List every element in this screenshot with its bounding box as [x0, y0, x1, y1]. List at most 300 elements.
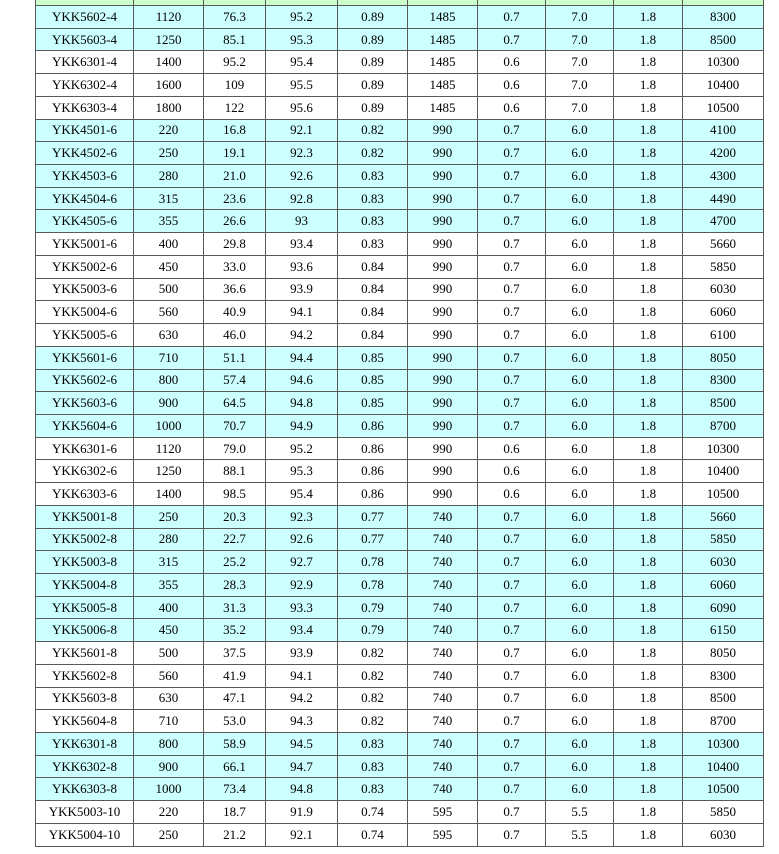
value-cell: 95.3: [266, 460, 338, 483]
value-cell: 0.84: [338, 324, 408, 347]
value-cell: 1.8: [614, 142, 683, 165]
value-cell: 35.2: [204, 619, 266, 642]
value-cell: 6.0: [546, 187, 614, 210]
value-cell: 0.86: [338, 437, 408, 460]
value-cell: 0.7: [478, 392, 546, 415]
value-cell: 0.82: [338, 119, 408, 142]
value-cell: 0.7: [478, 755, 546, 778]
model-cell: YKK5601-6: [36, 346, 134, 369]
value-cell: 7.0: [546, 28, 614, 51]
value-cell: 6.0: [546, 233, 614, 256]
value-cell: 0.77: [338, 505, 408, 528]
value-cell: 990: [408, 392, 478, 415]
value-cell: 220: [134, 801, 204, 824]
table-row: [36, 437, 764, 460]
value-cell: 8700: [683, 710, 764, 733]
value-cell: 250: [134, 505, 204, 528]
value-cell: 10300: [683, 733, 764, 756]
model-cell: YKK5005-6: [36, 324, 134, 347]
value-cell: 94.3: [266, 710, 338, 733]
value-cell: 94.6: [266, 369, 338, 392]
value-cell: 0.83: [338, 165, 408, 188]
value-cell: 6090: [683, 596, 764, 619]
value-cell: 94.1: [266, 301, 338, 324]
table-row: [36, 210, 764, 233]
table-row: [36, 187, 764, 210]
value-cell: 6.0: [546, 573, 614, 596]
value-cell: 6060: [683, 301, 764, 324]
value-cell: 5850: [683, 528, 764, 551]
value-cell: 0.6: [478, 51, 546, 74]
table-row: [36, 801, 764, 824]
table-row: [36, 392, 764, 415]
table-row: [36, 483, 764, 506]
model-cell: YKK5006-8: [36, 619, 134, 642]
table-row: [36, 6, 764, 29]
value-cell: 315: [134, 187, 204, 210]
value-cell: 710: [134, 346, 204, 369]
value-cell: 900: [134, 392, 204, 415]
value-cell: 0.82: [338, 664, 408, 687]
value-cell: 92.9: [266, 573, 338, 596]
value-cell: 20.3: [204, 505, 266, 528]
value-cell: 1.8: [614, 573, 683, 596]
value-cell: 1.8: [614, 551, 683, 574]
value-cell: 6.0: [546, 664, 614, 687]
table-row: [36, 119, 764, 142]
value-cell: 6.0: [546, 483, 614, 506]
value-cell: 1.8: [614, 823, 683, 846]
value-cell: 0.7: [478, 505, 546, 528]
value-cell: 5.5: [546, 823, 614, 846]
value-cell: 1.8: [614, 642, 683, 665]
value-cell: 0.84: [338, 255, 408, 278]
value-cell: 6.0: [546, 369, 614, 392]
value-cell: 740: [408, 596, 478, 619]
value-cell: 122: [204, 96, 266, 119]
model-cell: YKK5603-8: [36, 687, 134, 710]
table-row: [36, 755, 764, 778]
value-cell: 355: [134, 210, 204, 233]
value-cell: 990: [408, 301, 478, 324]
model-cell: YKK6303-4: [36, 96, 134, 119]
value-cell: 990: [408, 119, 478, 142]
value-cell: 0.79: [338, 596, 408, 619]
value-cell: 1485: [408, 28, 478, 51]
value-cell: 6.0: [546, 687, 614, 710]
value-cell: 6.0: [546, 437, 614, 460]
value-cell: 0.83: [338, 233, 408, 256]
value-cell: 1120: [134, 6, 204, 29]
value-cell: 990: [408, 233, 478, 256]
value-cell: 1485: [408, 96, 478, 119]
value-cell: 4700: [683, 210, 764, 233]
value-cell: 1.8: [614, 301, 683, 324]
table-row: [36, 51, 764, 74]
value-cell: 0.86: [338, 483, 408, 506]
model-cell: YKK4502-6: [36, 142, 134, 165]
value-cell: 740: [408, 687, 478, 710]
value-cell: 0.83: [338, 755, 408, 778]
value-cell: 6.0: [546, 119, 614, 142]
value-cell: 1.8: [614, 778, 683, 801]
value-cell: 6.0: [546, 528, 614, 551]
value-cell: 1.8: [614, 414, 683, 437]
table-row: [36, 369, 764, 392]
value-cell: 0.85: [338, 392, 408, 415]
value-cell: 1400: [134, 51, 204, 74]
model-cell: YKK6301-6: [36, 437, 134, 460]
table-row: [36, 823, 764, 846]
value-cell: 0.6: [478, 437, 546, 460]
value-cell: 92.1: [266, 119, 338, 142]
value-cell: 36.6: [204, 278, 266, 301]
value-cell: 1485: [408, 6, 478, 29]
value-cell: 93.3: [266, 596, 338, 619]
value-cell: 6.0: [546, 778, 614, 801]
value-cell: 92.3: [266, 505, 338, 528]
value-cell: 0.7: [478, 619, 546, 642]
value-cell: 0.7: [478, 551, 546, 574]
model-cell: YKK6302-4: [36, 74, 134, 97]
value-cell: 26.6: [204, 210, 266, 233]
value-cell: 990: [408, 165, 478, 188]
value-cell: 220: [134, 119, 204, 142]
model-cell: YKK5603-6: [36, 392, 134, 415]
value-cell: 7.0: [546, 6, 614, 29]
value-cell: 93.9: [266, 642, 338, 665]
value-cell: 710: [134, 710, 204, 733]
value-cell: 41.9: [204, 664, 266, 687]
value-cell: 93.4: [266, 619, 338, 642]
value-cell: 92.6: [266, 165, 338, 188]
value-cell: 280: [134, 528, 204, 551]
value-cell: 94.1: [266, 664, 338, 687]
value-cell: 0.82: [338, 687, 408, 710]
value-cell: 5.5: [546, 801, 614, 824]
value-cell: 94.4: [266, 346, 338, 369]
value-cell: 500: [134, 642, 204, 665]
value-cell: 0.86: [338, 414, 408, 437]
model-cell: YKK4501-6: [36, 119, 134, 142]
value-cell: 800: [134, 733, 204, 756]
value-cell: 92.8: [266, 187, 338, 210]
value-cell: 51.1: [204, 346, 266, 369]
value-cell: 94.7: [266, 755, 338, 778]
table-row: [36, 528, 764, 551]
value-cell: 0.7: [478, 414, 546, 437]
model-cell: YKK5001-6: [36, 233, 134, 256]
value-cell: 6.0: [546, 733, 614, 756]
value-cell: 8500: [683, 392, 764, 415]
table-row: [36, 255, 764, 278]
model-cell: YKK5601-8: [36, 642, 134, 665]
value-cell: 0.84: [338, 301, 408, 324]
value-cell: 990: [408, 278, 478, 301]
value-cell: 1.8: [614, 74, 683, 97]
value-cell: 1.8: [614, 505, 683, 528]
value-cell: 6.0: [546, 460, 614, 483]
value-cell: 0.7: [478, 165, 546, 188]
table-row: [36, 324, 764, 347]
value-cell: 740: [408, 778, 478, 801]
value-cell: 1.8: [614, 596, 683, 619]
value-cell: 92.1: [266, 823, 338, 846]
table-row: [36, 505, 764, 528]
value-cell: 355: [134, 573, 204, 596]
table-row: [36, 165, 764, 188]
value-cell: 29.8: [204, 233, 266, 256]
value-cell: 0.7: [478, 255, 546, 278]
value-cell: 1.8: [614, 255, 683, 278]
value-cell: 57.4: [204, 369, 266, 392]
model-cell: YKK5003-10: [36, 801, 134, 824]
value-cell: 740: [408, 710, 478, 733]
model-cell: YKK6303-8: [36, 778, 134, 801]
value-cell: 6150: [683, 619, 764, 642]
value-cell: 740: [408, 505, 478, 528]
value-cell: 1250: [134, 460, 204, 483]
value-cell: 94.2: [266, 324, 338, 347]
table-row: [36, 414, 764, 437]
value-cell: 6.0: [546, 596, 614, 619]
model-cell: YKK6301-8: [36, 733, 134, 756]
value-cell: 1250: [134, 28, 204, 51]
value-cell: 740: [408, 755, 478, 778]
value-cell: 1.8: [614, 392, 683, 415]
value-cell: 25.2: [204, 551, 266, 574]
value-cell: 0.74: [338, 801, 408, 824]
value-cell: 1.8: [614, 710, 683, 733]
value-cell: 7.0: [546, 51, 614, 74]
value-cell: 10500: [683, 483, 764, 506]
value-cell: 1.8: [614, 619, 683, 642]
value-cell: 0.7: [478, 187, 546, 210]
table-row: [36, 664, 764, 687]
value-cell: 10300: [683, 437, 764, 460]
value-cell: 95.4: [266, 483, 338, 506]
value-cell: 88.1: [204, 460, 266, 483]
value-cell: 6100: [683, 324, 764, 347]
value-cell: 79.0: [204, 437, 266, 460]
value-cell: 94.9: [266, 414, 338, 437]
value-cell: 0.7: [478, 687, 546, 710]
value-cell: 6.0: [546, 414, 614, 437]
value-cell: 560: [134, 664, 204, 687]
model-cell: YKK5002-6: [36, 255, 134, 278]
value-cell: 0.6: [478, 460, 546, 483]
value-cell: 1.8: [614, 28, 683, 51]
value-cell: 280: [134, 165, 204, 188]
value-cell: 6.0: [546, 551, 614, 574]
value-cell: 990: [408, 187, 478, 210]
value-cell: 6.0: [546, 301, 614, 324]
model-cell: YKK5002-8: [36, 528, 134, 551]
value-cell: 990: [408, 210, 478, 233]
value-cell: 21.0: [204, 165, 266, 188]
value-cell: 7.0: [546, 96, 614, 119]
value-cell: 95.2: [266, 6, 338, 29]
value-cell: 1.8: [614, 528, 683, 551]
value-cell: 0.7: [478, 6, 546, 29]
model-cell: YKK4503-6: [36, 165, 134, 188]
value-cell: 1.8: [614, 687, 683, 710]
value-cell: 94.2: [266, 687, 338, 710]
model-cell: YKK5604-8: [36, 710, 134, 733]
value-cell: 560: [134, 301, 204, 324]
model-cell: YKK5005-8: [36, 596, 134, 619]
value-cell: 8300: [683, 6, 764, 29]
value-cell: 990: [408, 142, 478, 165]
value-cell: 40.9: [204, 301, 266, 324]
value-cell: 0.79: [338, 619, 408, 642]
model-cell: YKK6303-6: [36, 483, 134, 506]
value-cell: 1000: [134, 778, 204, 801]
value-cell: 76.3: [204, 6, 266, 29]
value-cell: 1.8: [614, 278, 683, 301]
value-cell: 5660: [683, 505, 764, 528]
value-cell: 16.8: [204, 119, 266, 142]
value-cell: 1800: [134, 96, 204, 119]
model-cell: YKK4505-6: [36, 210, 134, 233]
value-cell: 0.89: [338, 51, 408, 74]
table-row: [36, 596, 764, 619]
value-cell: 0.78: [338, 551, 408, 574]
value-cell: 0.7: [478, 346, 546, 369]
value-cell: 0.89: [338, 6, 408, 29]
table-row: [36, 142, 764, 165]
value-cell: 250: [134, 823, 204, 846]
model-cell: YKK5004-10: [36, 823, 134, 846]
table-row: [36, 551, 764, 574]
value-cell: 0.7: [478, 823, 546, 846]
value-cell: 93.4: [266, 233, 338, 256]
value-cell: 800: [134, 369, 204, 392]
value-cell: 95.4: [266, 51, 338, 74]
model-cell: YKK4504-6: [36, 187, 134, 210]
value-cell: 6.0: [546, 755, 614, 778]
table-row: [36, 573, 764, 596]
table-row: [36, 346, 764, 369]
value-cell: 0.89: [338, 74, 408, 97]
table-row: [36, 687, 764, 710]
value-cell: 990: [408, 255, 478, 278]
table-row: [36, 642, 764, 665]
value-cell: 740: [408, 642, 478, 665]
value-cell: 95.2: [266, 437, 338, 460]
table-row: [36, 460, 764, 483]
value-cell: 6.0: [546, 505, 614, 528]
value-cell: 315: [134, 551, 204, 574]
value-cell: 990: [408, 437, 478, 460]
value-cell: 8300: [683, 664, 764, 687]
value-cell: 4490: [683, 187, 764, 210]
value-cell: 1485: [408, 74, 478, 97]
value-cell: 1.8: [614, 755, 683, 778]
value-cell: 0.7: [478, 573, 546, 596]
value-cell: 64.5: [204, 392, 266, 415]
value-cell: 1.8: [614, 801, 683, 824]
value-cell: 8500: [683, 687, 764, 710]
value-cell: 740: [408, 551, 478, 574]
value-cell: 6.0: [546, 346, 614, 369]
value-cell: 18.7: [204, 801, 266, 824]
value-cell: 630: [134, 687, 204, 710]
value-cell: 33.0: [204, 255, 266, 278]
value-cell: 1.8: [614, 119, 683, 142]
value-cell: 1.8: [614, 210, 683, 233]
value-cell: 5660: [683, 233, 764, 256]
value-cell: 1.8: [614, 664, 683, 687]
value-cell: 990: [408, 324, 478, 347]
value-cell: 740: [408, 733, 478, 756]
model-cell: YKK5602-6: [36, 369, 134, 392]
value-cell: 10500: [683, 96, 764, 119]
value-cell: 5850: [683, 801, 764, 824]
value-cell: 6.0: [546, 210, 614, 233]
table-row: [36, 96, 764, 119]
value-cell: 400: [134, 233, 204, 256]
value-cell: 0.7: [478, 528, 546, 551]
value-cell: 10500: [683, 778, 764, 801]
value-cell: 1.8: [614, 165, 683, 188]
value-cell: 94.5: [266, 733, 338, 756]
value-cell: 740: [408, 528, 478, 551]
value-cell: 93.6: [266, 255, 338, 278]
value-cell: 990: [408, 346, 478, 369]
model-cell: YKK6302-6: [36, 460, 134, 483]
value-cell: 740: [408, 573, 478, 596]
value-cell: 1.8: [614, 6, 683, 29]
model-cell: YKK5603-4: [36, 28, 134, 51]
value-cell: 8050: [683, 642, 764, 665]
value-cell: 1.8: [614, 96, 683, 119]
value-cell: 630: [134, 324, 204, 347]
value-cell: 0.84: [338, 278, 408, 301]
value-cell: 0.89: [338, 28, 408, 51]
value-cell: 0.7: [478, 142, 546, 165]
value-cell: 0.82: [338, 710, 408, 733]
value-cell: 990: [408, 414, 478, 437]
value-cell: 6030: [683, 823, 764, 846]
value-cell: 595: [408, 823, 478, 846]
value-cell: 250: [134, 142, 204, 165]
value-cell: 6.0: [546, 142, 614, 165]
value-cell: 95.2: [204, 51, 266, 74]
value-cell: 8300: [683, 369, 764, 392]
value-cell: 6030: [683, 278, 764, 301]
table-body: [36, 0, 764, 847]
value-cell: 1.8: [614, 437, 683, 460]
value-cell: 500: [134, 278, 204, 301]
value-cell: 1.8: [614, 324, 683, 347]
value-cell: 58.9: [204, 733, 266, 756]
value-cell: 0.83: [338, 187, 408, 210]
value-cell: 91.9: [266, 801, 338, 824]
table-row: [36, 733, 764, 756]
value-cell: 4200: [683, 142, 764, 165]
value-cell: 0.82: [338, 142, 408, 165]
value-cell: 5850: [683, 255, 764, 278]
value-cell: 93: [266, 210, 338, 233]
value-cell: 93.9: [266, 278, 338, 301]
value-cell: 1000: [134, 414, 204, 437]
value-cell: 990: [408, 460, 478, 483]
model-cell: YKK5004-6: [36, 301, 134, 324]
value-cell: 0.83: [338, 733, 408, 756]
value-cell: 1.8: [614, 233, 683, 256]
value-cell: 23.6: [204, 187, 266, 210]
